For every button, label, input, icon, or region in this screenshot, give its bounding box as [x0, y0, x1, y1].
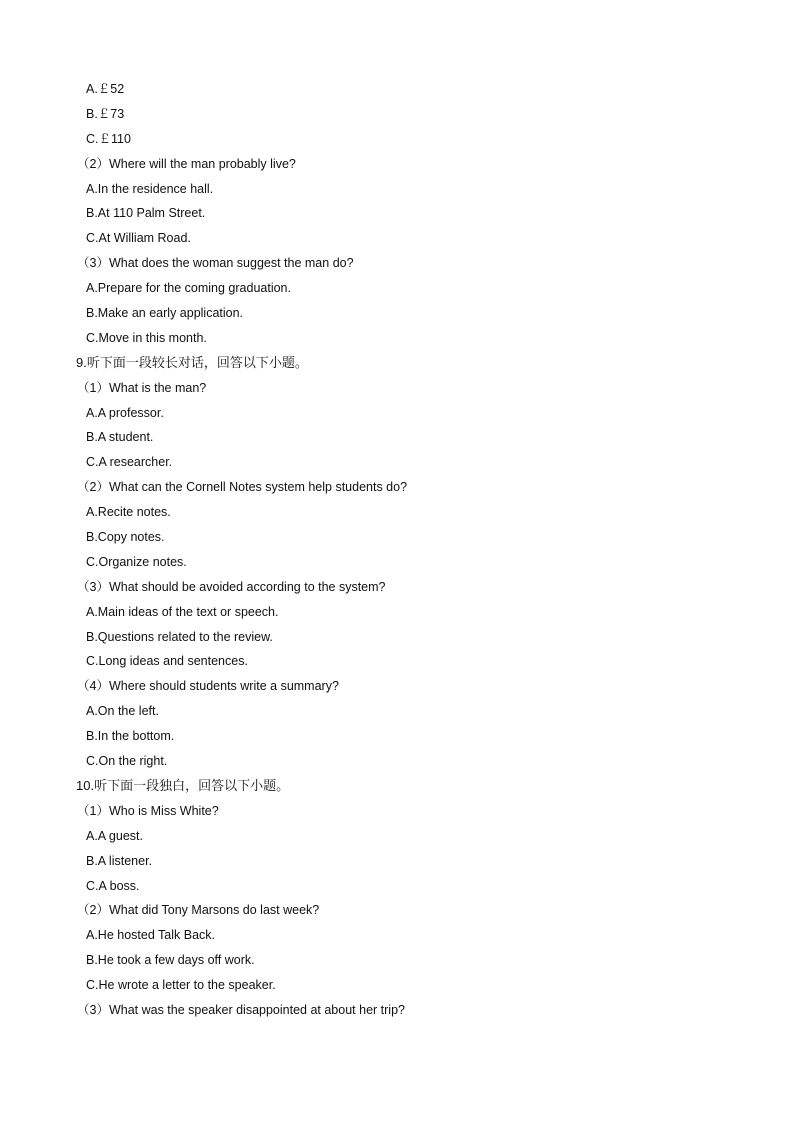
answer-option: B.Questions related to the review. [86, 629, 273, 644]
question-text: （2）What did Tony Marsons do last week? [77, 903, 320, 918]
answer-option: A.Recite notes. [86, 505, 171, 520]
answer-option: B.Copy notes. [86, 530, 165, 545]
question-text: （3）What should be avoided according to the system? [77, 579, 386, 594]
answer-option: B.Make an early application. [86, 306, 244, 321]
answer-option: B.He took a few days off work. [86, 953, 255, 968]
answer-option: C.A researcher. [86, 455, 173, 470]
answer-option: B.At 110 Palm Street. [86, 206, 206, 221]
answer-option: C.A boss. [86, 878, 140, 893]
question-text: （3）What does the woman suggest the man do? [77, 256, 354, 271]
document-page [0, 80, 794, 1026]
answer-option: A.In the residence hall. [86, 181, 214, 196]
question-text: （2）Where will the man probably live? [77, 156, 296, 171]
answer-option: C.Move in this month. [86, 330, 207, 345]
answer-option: A.Main ideas of the text or speech. [86, 604, 279, 619]
answer-option: C.Long ideas and sentences. [86, 654, 248, 669]
question-text: （1）Who is Miss White? [77, 803, 219, 818]
question-text: （4）Where should students write a summary? [77, 679, 339, 694]
answer-option: A.Prepare for the coming graduation. [86, 281, 291, 296]
question-text: （2）What can the Cornell Notes system help students do? [77, 480, 408, 495]
answer-option: B.￡73 [86, 106, 125, 121]
answer-option: C.On the right. [86, 754, 168, 769]
answer-option: B.In the bottom. [86, 729, 175, 744]
section-heading: 10.听下面一段独白，回答以下小题。 [76, 777, 290, 793]
answer-option: C.￡110 [86, 131, 131, 146]
answer-option: C.At William Road. [86, 231, 191, 246]
answer-option: A.A guest. [86, 828, 143, 843]
answer-option: B.A listener. [86, 853, 153, 868]
answer-option: B.A student. [86, 430, 154, 445]
answer-option: A.He hosted Talk Back. [86, 928, 216, 943]
answer-option: C.Organize notes. [86, 554, 187, 569]
answer-option: A.On the left. [86, 704, 159, 719]
question-text: （1）What is the man? [77, 380, 207, 395]
answer-option: C.He wrote a letter to the speaker. [86, 978, 276, 993]
question-text: （3）What was the speaker disappointed at about her trip? [77, 1002, 405, 1017]
answer-option: A.￡52 [86, 82, 125, 96]
answer-option: A.A professor. [86, 405, 164, 420]
section-heading: 9.听下面一段较长对话，回答以下小题。 [76, 354, 308, 370]
